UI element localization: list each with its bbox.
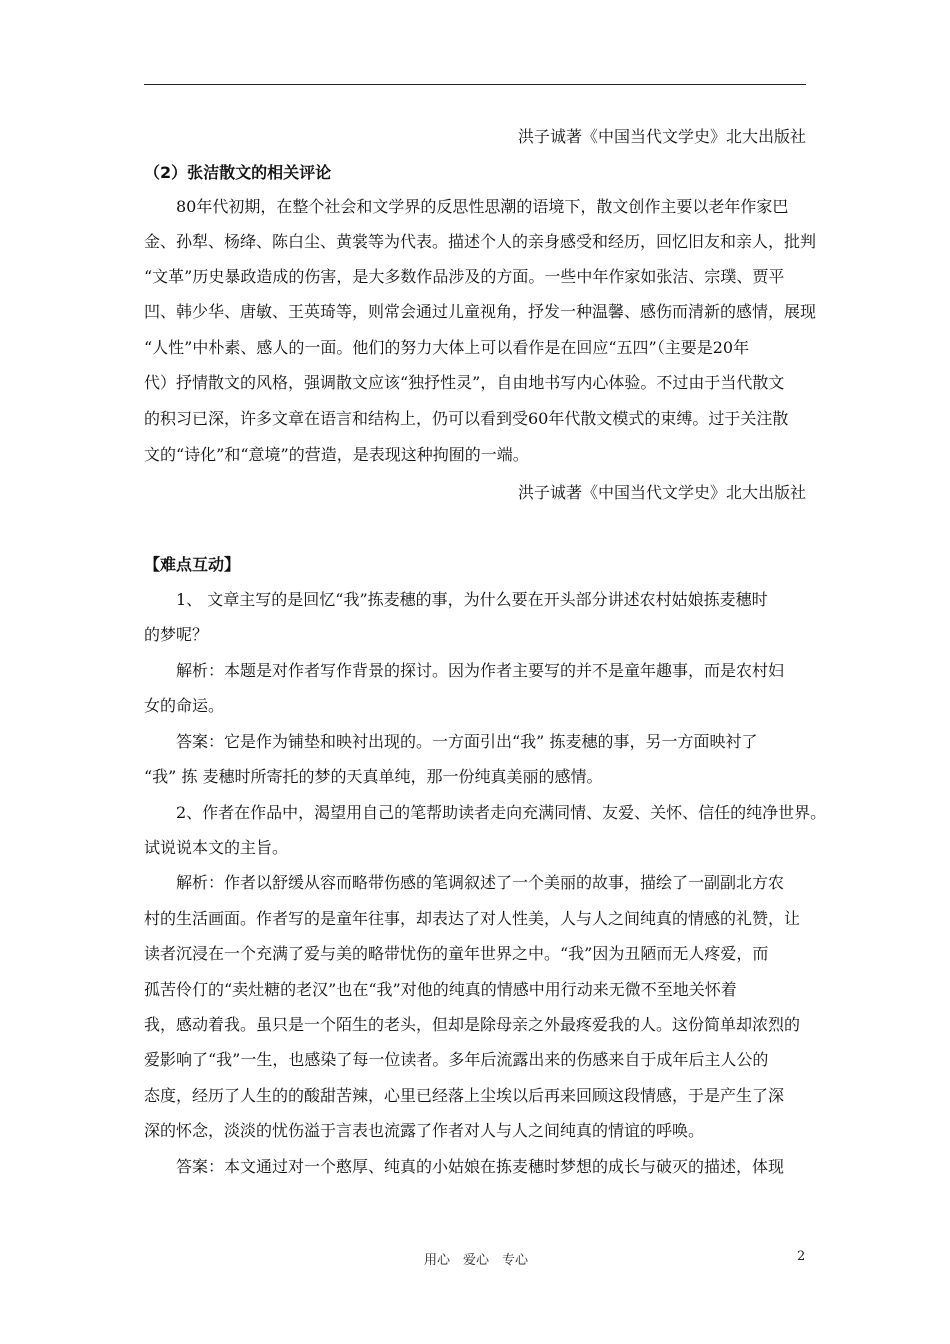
answer-2: 答案：本文通过对一个憨厚、纯真的小姑娘在拣麦穗时梦想的成长与破灭的描述，体现 [176,1157,785,1176]
commentary-line: 文的“诗化”和“意境”的营造，是表现这种拘囿的一端。 [144,445,529,464]
analysis-1: 解析：本题是对作者写作背景的探讨。因为作者主要写的并不是童年趣事，而是农村妇 [176,661,785,680]
question-2: 试说说本文的主旨。 [144,838,289,857]
analysis-2: 深的怀念，淡淡的忧伤溢于言表也流露了作者对人与人之间纯真的情谊的呼唤。 [144,1121,705,1140]
analysis-2: 孤苦伶仃的“卖灶糖的老汉”也在“我”对他的纯真的情感中用行动来无微不至地关怀着 [144,980,737,999]
analysis-1: 女的命运。 [144,696,225,715]
analysis-2: 读者沉浸在一个充满了爱与美的略带忧伤的童年世界之中。“我”因为丑陋而无人疼爱，而 [144,944,769,963]
question-2: 2、作者在作品中，渴望用自己的笔帮助读者走向充满同情、友爱、关怀、信任的纯净世界。 [176,803,827,822]
analysis-2: 态度，经历了人生的的酸甜苦辣，心里已经落上尘埃以后再来回顾这段情感，于是产生了深 [144,1086,785,1105]
answer-1: 答案：它是作为铺垫和映衬出现的。一方面引出“我” 拣麦穗的事，另一方面映衬了 [176,732,758,751]
page-number: 2 [797,1249,806,1264]
answer-1: “我” 拣 麦穗时所寄托的梦的天真单纯，那一份纯真美丽的感情。 [144,767,603,786]
analysis-2: 我，感动着我。虽只是一个陌生的老头，但却是除母亲之外最疼爱我的人。这份简单却浓烈的 [144,1015,801,1034]
interaction-heading: 【难点互动】 [144,555,241,574]
analysis-2: 爱影响了“我”一生，也感染了每一位读者。多年后流露出来的伤感来自于成年后主人公的 [144,1050,769,1069]
commentary-line: 凹、韩少华、唐敏、王英琦等，则常会通过儿童视角，抒发一种温馨、感伤而清新的感情，展现 [144,302,817,321]
analysis-2: 村的生活画面。作者写的是童年往事，却表达了对人性美，人与人之间纯真的情感的礼赞，让 [144,909,801,928]
section-heading: （2）张洁散文的相关评论 [144,163,332,182]
commentary-line: 代）抒情散文的风格，强调散文应该“独抒性灵”，自由地书写内心体验。不过由于当代散文 [144,373,785,392]
commentary-line: 的积习已深，许多文章在语言和结构上，仍可以看到受60年代散文模式的束缚。过于关注散 [144,409,789,428]
commentary-line: “人性”中朴素、感人的一面。他们的努力大体上可以看作是在回应“五四”（主要是20年 [144,338,750,357]
source-citation: 洪子诚著《中国当代文学史》北大出版社 [517,483,806,502]
question-1: 1、 文章主写的是回忆“我”拣麦穗的事，为什么要在开头部分讲述农村姑娘拣麦穗时 [176,590,768,609]
commentary-line: “文革”历史暴政造成的伤害，是大多数作品涉及的方面。一些中年作家如张洁、宗璞、贾平 [144,267,785,286]
analysis-2: 解析：作者以舒缓从容而略带伤感的笔调叙述了一个美丽的故事，描绘了一副副北方农 [176,873,785,892]
commentary-line: 金、孙犁、杨绛、陈白尘、黄裳等为代表。描述个人的亲身感受和经历，回忆旧友和亲人，批判 [144,232,817,251]
header-rule [144,84,806,85]
commentary-line: 80年代初期，在整个社会和文学界的反思性思潮的语境下，散文创作主要以老年作家巴 [176,197,789,216]
question-1: 的梦呢？ [144,625,209,644]
source-citation: 洪子诚著《中国当代文学史》北大出版社 [517,127,806,146]
footer-motto: 用心 爱心 专心 [424,1253,529,1268]
